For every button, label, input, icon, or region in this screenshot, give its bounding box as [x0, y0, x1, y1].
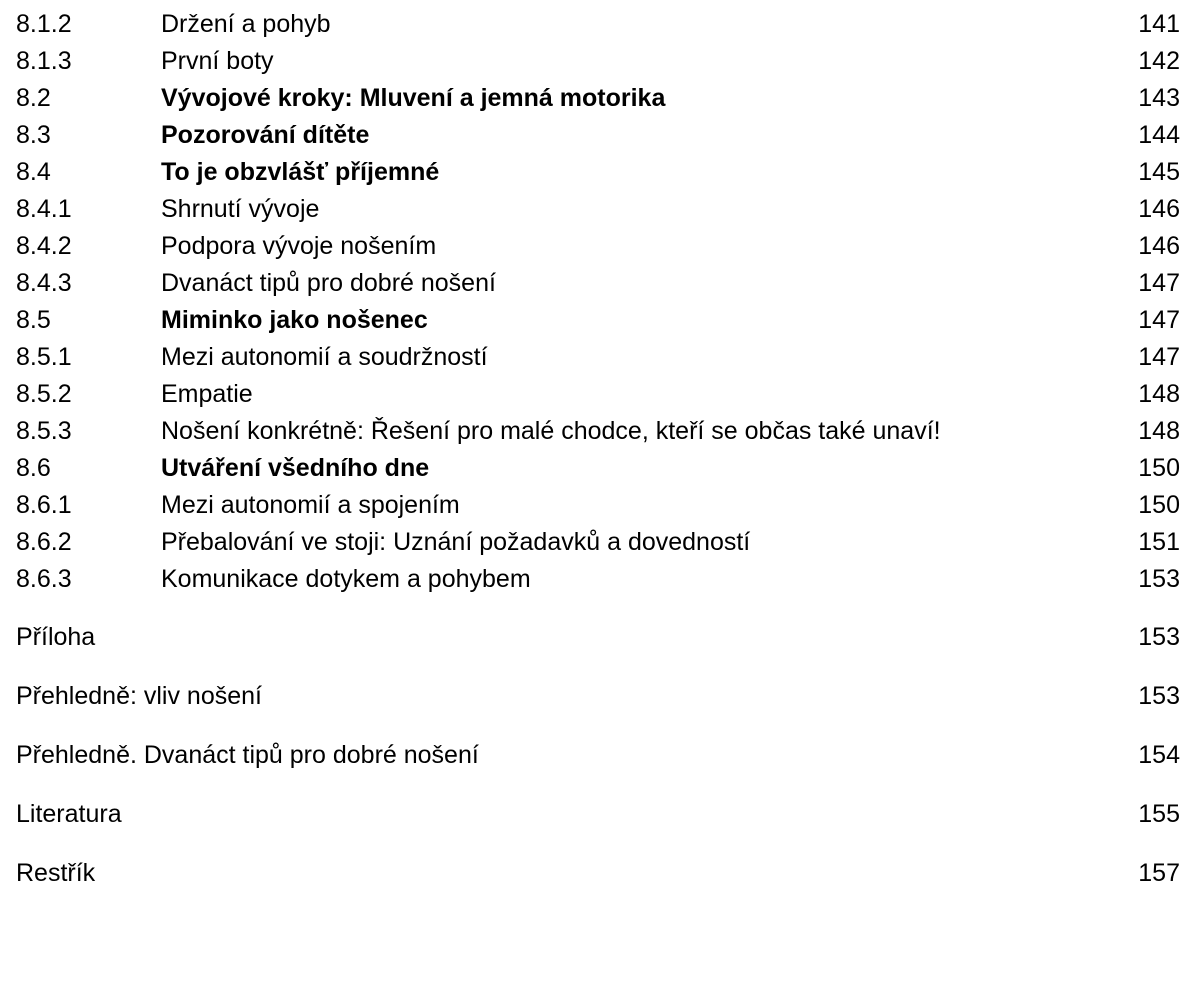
appendix-page: 157 [1138, 859, 1180, 887]
toc-entry-page: 150 [1138, 454, 1180, 482]
toc-entry-page: 148 [1138, 380, 1180, 408]
toc-entry-page: 147 [1138, 269, 1180, 297]
toc-entry-number: 8.5.2 [16, 380, 72, 408]
appendix-entry [16, 678, 1180, 715]
toc-entry-number: 8.4.3 [16, 269, 72, 297]
toc-entry-page: 144 [1138, 121, 1180, 149]
toc-entry-number: 8.6.2 [16, 528, 72, 556]
toc-entry-title: Přebalování ve stoji: Uznání požadavků a dovedností [161, 528, 751, 556]
toc-entry-number: 8.3 [16, 121, 51, 149]
toc-section-entry [16, 117, 1180, 154]
appendix-entry [16, 796, 1180, 833]
toc-section-entry [16, 450, 1180, 487]
toc-entry-title: Dvanáct tipů pro dobré nošení [161, 269, 496, 297]
toc-entry [16, 413, 1180, 450]
toc-entry-title: První boty [161, 47, 274, 75]
toc-entry-title: Podpora vývoje nošením [161, 232, 437, 260]
toc-entry-page: 141 [1138, 10, 1180, 38]
toc-section-title: Miminko jako nošenec [161, 306, 428, 334]
appendix-page: 154 [1138, 741, 1180, 769]
toc-section-title: Pozorování dítěte [161, 121, 370, 149]
toc-entry-page: 153 [1138, 565, 1180, 593]
appendix-title: Restřík [16, 859, 96, 887]
appendix-entry [16, 619, 1180, 656]
toc-entry-page: 143 [1138, 84, 1180, 112]
toc-entry [16, 376, 1180, 413]
appendix-entry [16, 737, 1180, 774]
toc-section-entry [16, 154, 1180, 191]
appendix-title: Přehledně: vliv nošení [16, 682, 262, 710]
toc-entry-page: 151 [1138, 528, 1180, 556]
toc-entry-title: Držení a pohyb [161, 10, 331, 38]
toc-section-entry [16, 302, 1180, 339]
toc-entry-page: 147 [1138, 306, 1180, 334]
toc-entry-title: Mezi autonomií a spojením [161, 491, 460, 519]
toc-entry-title: Komunikace dotykem a pohybem [161, 565, 531, 593]
appendix-title: Přehledně. Dvanáct tipů pro dobré nošení [16, 741, 479, 769]
appendix-title: Literatura [16, 800, 122, 828]
toc-entry [16, 561, 1180, 598]
toc-entry-page: 142 [1138, 47, 1180, 75]
toc-entry-number: 8.5.3 [16, 417, 72, 445]
toc-entry-title: Nošení konkrétně: Řešení pro malé chodce, kteří se občas také unaví! [161, 417, 941, 445]
appendix-page: 153 [1138, 682, 1180, 710]
toc-entry-number: 8.6.3 [16, 565, 72, 593]
toc-entry-page: 145 [1138, 158, 1180, 186]
toc-entry-page: 146 [1138, 232, 1180, 260]
toc-entry-number: 8.4.2 [16, 232, 72, 260]
toc-entry-number: 8.4 [16, 158, 51, 186]
appendix-entry [16, 855, 1180, 892]
toc-section-title: To je obzvlášť příjemné [161, 158, 440, 186]
toc-entry-title: Empatie [161, 380, 253, 408]
toc-entry-page: 146 [1138, 195, 1180, 223]
toc-entry-title: Mezi autonomií a soudržností [161, 343, 488, 371]
appendix-page: 155 [1138, 800, 1180, 828]
toc-entry-number: 8.6.1 [16, 491, 72, 519]
toc-entry-number: 8.4.1 [16, 195, 72, 223]
toc-entry-page: 150 [1138, 491, 1180, 519]
toc-entry-number: 8.5.1 [16, 343, 72, 371]
toc-section-entry [16, 80, 1180, 117]
toc-entry [16, 265, 1180, 302]
toc-entry-number: 8.5 [16, 306, 51, 334]
toc-entry [16, 6, 1180, 43]
toc-section-title: Vývojové kroky: Mluvení a jemná motorika [161, 84, 666, 112]
toc-entry-number: 8.2 [16, 84, 51, 112]
toc-entry [16, 487, 1180, 524]
appendix-title: Příloha [16, 623, 96, 651]
toc-entry-page: 147 [1138, 343, 1180, 371]
toc-entry [16, 228, 1180, 265]
toc-entry-number: 8.1.2 [16, 10, 72, 38]
toc-section-title: Utváření všedního dne [161, 454, 430, 482]
toc-entry-page: 148 [1138, 417, 1180, 445]
toc-entry-number: 8.6 [16, 454, 51, 482]
toc-entry [16, 339, 1180, 376]
toc-entry [16, 524, 1180, 561]
toc-entry [16, 191, 1180, 228]
toc-entry-number: 8.1.3 [16, 47, 72, 75]
toc-entry [16, 43, 1180, 80]
toc-entry-title: Shrnutí vývoje [161, 195, 320, 223]
appendix-page: 153 [1138, 623, 1180, 651]
